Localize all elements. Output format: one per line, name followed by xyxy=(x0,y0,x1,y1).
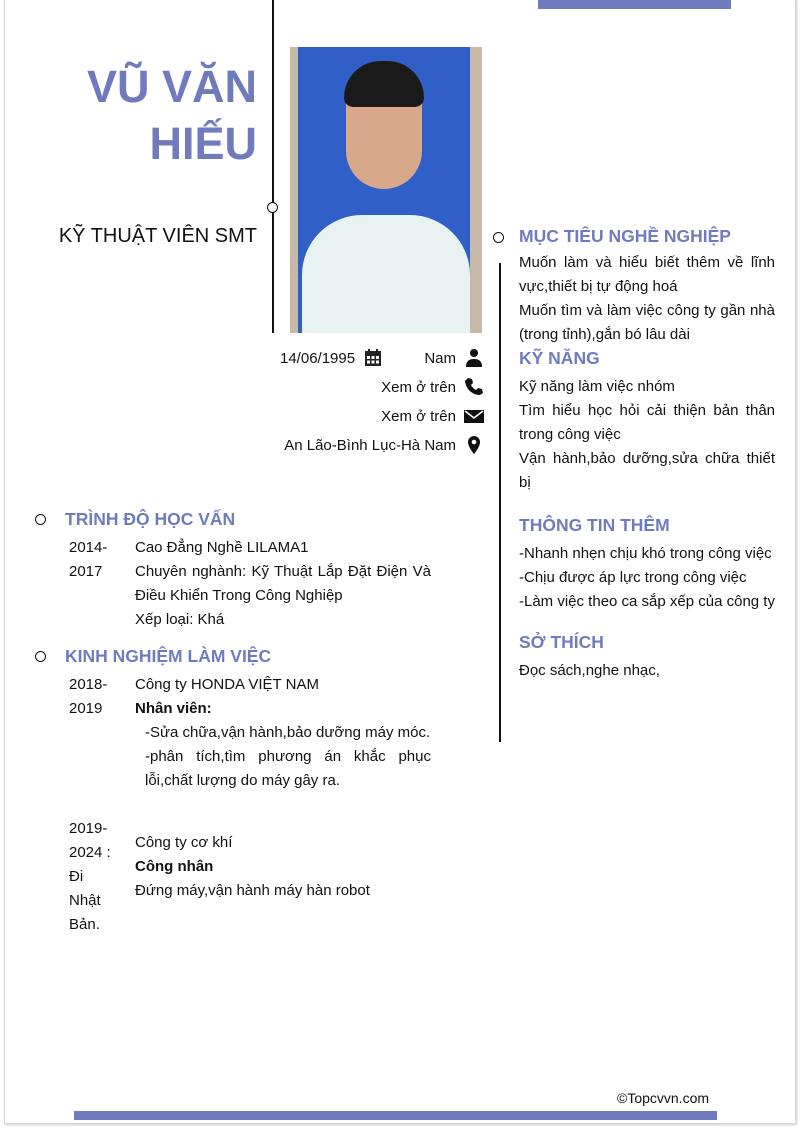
top-accent-bar xyxy=(538,0,731,9)
objective-heading: MỤC TIÊU NGHỀ NGHIỆP xyxy=(519,226,731,246)
birthday: 14/06/1995 xyxy=(280,348,458,368)
timeline-dot xyxy=(35,651,46,662)
hobbies-heading: SỞ THÍCH xyxy=(519,632,604,652)
education-heading: TRÌNH ĐỘ HỌC VẤN xyxy=(65,509,236,529)
skills-heading: KỸ NĂNG xyxy=(519,348,600,368)
phone: Xem ở trên xyxy=(381,377,484,397)
candidate-name: VŨ VĂN HIẾU xyxy=(86,61,257,169)
experience-item: 2019-2024 : Đi Nhật Bản. Công ty cơ khí Công nhân Đứng máy,vận hành máy hàn robot xyxy=(69,820,370,933)
email: Xem ở trên xyxy=(381,406,484,426)
person-icon xyxy=(464,348,484,368)
timeline-dot xyxy=(493,232,504,243)
experience-item: 2018-2019 Công ty HONDA VIỆT NAM Nhân viên: -Sửa chữa,vận hành,bảo dưỡng máy móc. -phân tích,tìm phương án khắc phục lỗi,chất lượng do máy gây ra. xyxy=(69,676,431,789)
education-item: 2014-2017 Cao Đẳng Nghề LILAMA1 Chuyên nghành: Kỹ Thuật Lắp Đặt Điện Và Điều Khiển Trong Công Nghiệp Xếp loại: Khá xyxy=(69,539,431,628)
experience-heading: KINH NGHIỆM LÀM VIỆC xyxy=(65,646,272,666)
extra-text: -Nhanh nhẹn chịu khó trong công việc -Chịu được áp lực trong công việc -Làm việc theo ca sắp xếp của công ty xyxy=(519,545,775,610)
timeline-dot xyxy=(35,514,46,525)
bottom-accent-bar xyxy=(74,1111,717,1120)
job-title: KỸ THUẬT VIÊN SMT xyxy=(58,225,257,247)
gender: Nam xyxy=(424,348,484,368)
profile-photo xyxy=(290,47,482,333)
hobbies-text: Đọc sách,nghe nhạc, xyxy=(519,662,660,679)
location-pin-icon xyxy=(464,435,484,455)
right-column xyxy=(519,226,775,683)
left-divider xyxy=(272,0,274,333)
timeline-dot xyxy=(267,202,278,213)
phone-icon xyxy=(464,377,484,397)
extra-heading: THÔNG TIN THÊM xyxy=(519,515,670,535)
right-divider xyxy=(499,263,501,742)
address: An Lão-Bình Lục-Hà Nam xyxy=(284,435,484,455)
footer-credit: ©Topcvvn.com xyxy=(617,1090,710,1106)
mail-icon xyxy=(464,406,484,426)
calendar-icon xyxy=(363,348,383,368)
skills-text: Kỹ năng làm việc nhóm Tìm hiểu học hỏi cải thiện bản thân trong công việc Vận hành,bảo dưỡng,sửa chữa thiết bị xyxy=(519,378,775,491)
objective-text: Muốn làm và hiểu biết thêm về lĩnh vực,thiết bị tự động hoá Muốn tìm và làm việc công ty gần nhà (trong tỉnh),gắn bó lâu dài xyxy=(519,254,775,343)
